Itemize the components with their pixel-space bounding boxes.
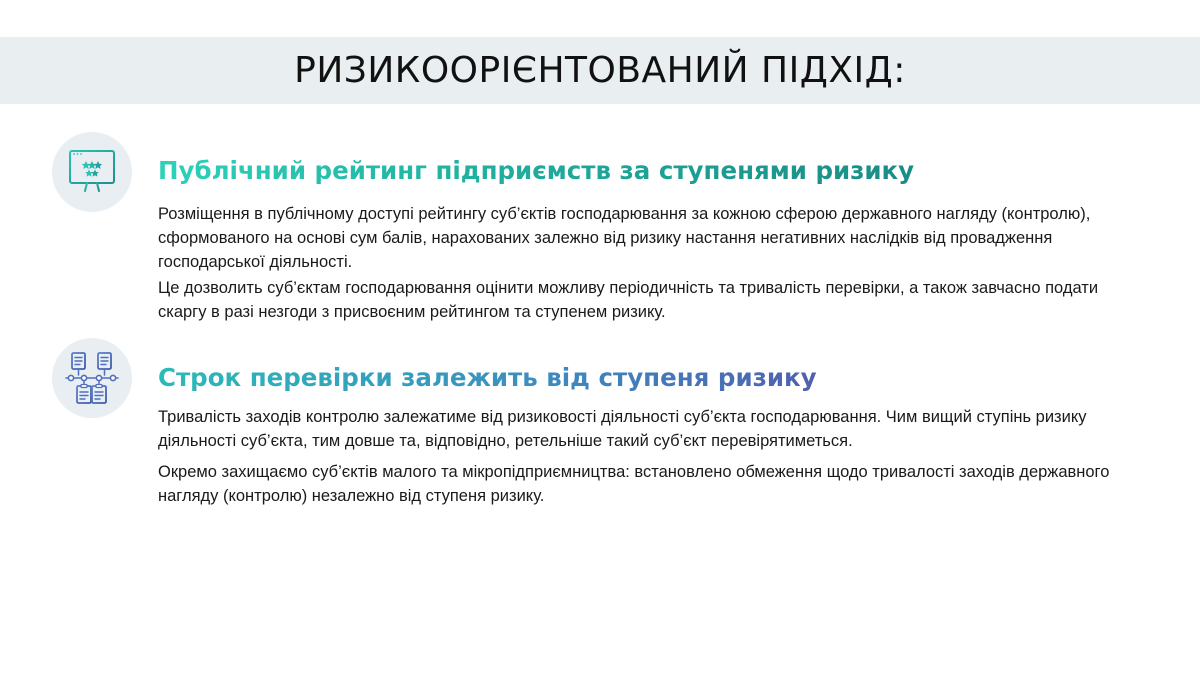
documents-timeline-icon — [52, 338, 132, 418]
section-heading: Публічний рейтинг підприємств за ступенями ризику — [158, 156, 915, 185]
section-paragraph: Тривалість заходів контролю залежатиме від ризиковості діяльності суб’єкта господарювання. Чим вищий ступінь ризику діяльності суб’єкта, тим довше та, відповідно, ретельніше такий суб’єкт перевірятиметься. — [158, 408, 1087, 450]
title-band — [0, 37, 1200, 104]
page-title: РИЗИКООРІЄНТОВАНИЙ ПІДХІД: — [294, 50, 906, 91]
section-paragraph: Окремо захищаємо суб’єктів малого та мікропідприємництва: встановлено обмеження щодо тривалості заходів державного нагляду (контролю) незалежно від ступеня ризику. — [158, 463, 1110, 505]
section-paragraph: Це дозволить суб’єктам господарювання оцінити можливу періодичність та тривалість перевірки, а також завчасно подати скаргу в разі незгоди з присвоєним рейтингом та ступенем ризику. — [158, 279, 1099, 321]
section-heading: Строк перевірки залежить від ступеня ризику — [158, 363, 817, 392]
section-paragraph: Розміщення в публічному доступі рейтингу суб’єктів господарювання за кожною сферою державного нагляду (контролю), сформованого на основі сум балів, нарахованих залежно від ризику настання негативних наслідків від провадження господарської діяльності. — [158, 205, 1091, 271]
monitor-rating-stars-icon — [52, 132, 132, 212]
